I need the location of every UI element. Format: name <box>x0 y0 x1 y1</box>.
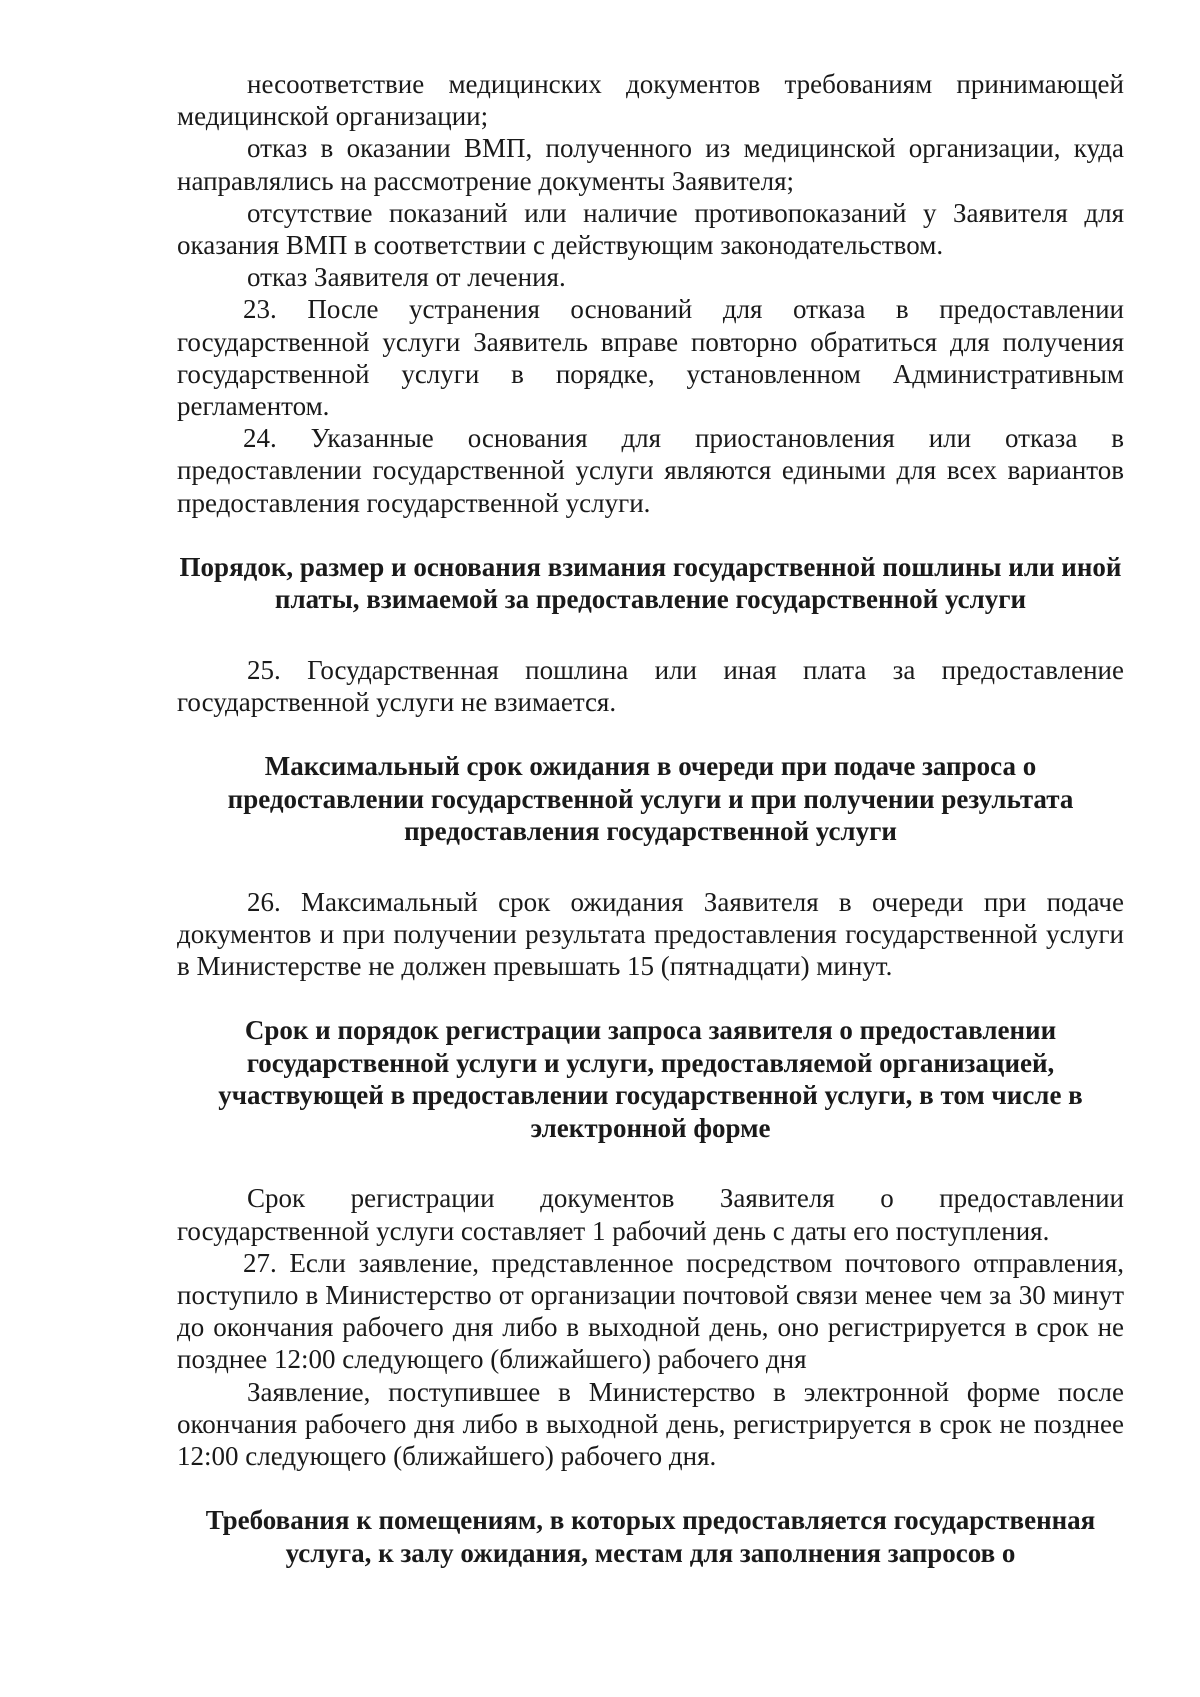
paragraph-25: 25. Государственная пошлина или иная плата за предоставление государственной услуги не взимается. <box>177 654 1124 718</box>
paragraph-27: 27. Если заявление, представленное посредством почтового отправления, поступило в Министерство от организации почтовой связи менее чем за 30 минут до окончания рабочего дня либо в выходной день, оно регистрируется в срок не позднее 12:00 следующего (ближайшего) рабочего дня <box>177 1247 1124 1375</box>
paragraph-refusal-vmp: отказ в оказании ВМП, полученного из медицинской организации, куда направлялись на рассмотрение документы Заявителя; <box>177 133 1124 196</box>
paragraph-registration-term: Срок регистрации документов Заявителя о предоставлении государственной услуги составляет 1 рабочий день с даты его поступления. <box>177 1183 1124 1246</box>
paragraph-inconsistency: несоответствие медицинских документов требованиям принимающей медицинской организации; <box>177 69 1124 132</box>
paragraph-electronic-form: Заявление, поступившее в Министерство в электронной форме после окончания рабочего дня либо в выходной день, регистрируется в срок не позднее 12:00 следующего (ближайшего) рабочего дня. <box>177 1376 1124 1471</box>
paragraph-no-indications: отсутствие показаний или наличие противопоказаний у Заявителя для оказания ВМП в соответствии с действующим законодательством. <box>177 197 1124 261</box>
document-page <box>177 68 1124 1569</box>
section-heading-fees: Порядок, размер и основания взимания государственной пошлины или иной платы, взимаемой за предоставление государственной услуги <box>179 551 1122 615</box>
section-heading-premises: Требования к помещениям, в которых предоставляется государственная услуга, к залу ожидания, местам для заполнения запросов о <box>205 1505 1096 1568</box>
paragraph-refusal-treatment: отказ Заявителя от лечения. <box>247 262 566 293</box>
paragraph-24: 24. Указанные основания для приостановления или отказа в предоставлении государственной услуги являются едиными для всех вариантов предоставления государственной услуги. <box>177 423 1124 518</box>
paragraph-26: 26. Максимальный срок ожидания Заявителя в очереди при подаче документов и при получении результата предоставления государственной услуги в Министерстве не должен превышать 15 (пятнадцати) минут. <box>177 886 1124 982</box>
section-heading-registration: Срок и порядок регистрации запроса заявителя о предоставлении государственной услуги и услуги, предоставляемой организацией, участвующей в предоставлении государственной услуги, в том числе в электронной форме <box>218 1015 1083 1143</box>
section-heading-queue-time: Максимальный срок ожидания в очереди при подаче запроса о предоставлении государственной услуги и при получении результата предоставления государственной услуги <box>227 751 1074 847</box>
paragraph-23: 23. После устранения оснований для отказа в предоставлении государственной услуги Заявитель вправе повторно обратиться для получения государственной услуги в порядке, установленном Административным регламентом. <box>177 294 1124 422</box>
